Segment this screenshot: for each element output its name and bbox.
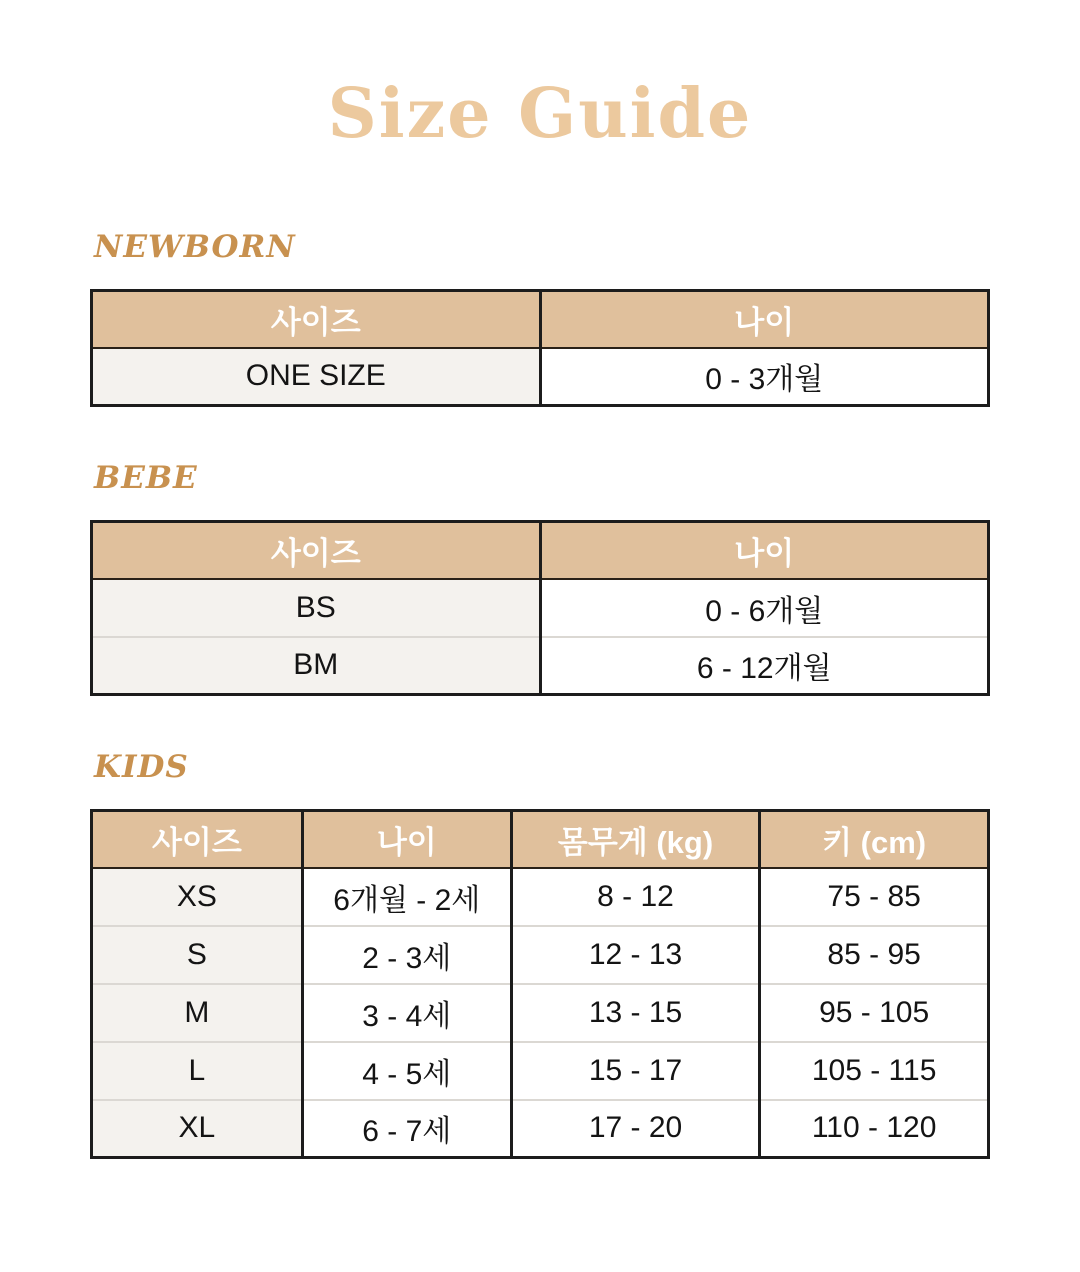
column-header-size: 사이즈 (92, 811, 303, 868)
table-cell-size: M (92, 984, 303, 1042)
table-cell-size: L (92, 1042, 303, 1100)
table-row (92, 348, 989, 406)
column-header-size: 사이즈 (92, 291, 541, 348)
table-cell-size: S (92, 926, 303, 984)
column-header-size: 사이즈 (92, 522, 541, 579)
table-cell-size: XS (92, 868, 303, 926)
table-cell-height: 110 - 120 (760, 1100, 989, 1158)
table-row (92, 637, 989, 695)
column-header-age: 나이 (540, 291, 989, 348)
table-cell-size: XL (92, 1100, 303, 1158)
table-header-row (92, 522, 989, 579)
table-row (92, 868, 989, 926)
table-row (92, 984, 989, 1042)
table-cell-age: 6 - 12개월 (540, 637, 989, 695)
column-header-age: 나이 (302, 811, 511, 868)
table-row (92, 926, 989, 984)
table-cell-age: 2 - 3세 (302, 926, 511, 984)
table-cell-weight: 8 - 12 (511, 868, 759, 926)
table-cell-height: 95 - 105 (760, 984, 989, 1042)
table-cell-height: 105 - 115 (760, 1042, 989, 1100)
table-cell-size: BS (92, 579, 541, 637)
table-cell-age: 6개월 - 2세 (302, 868, 511, 926)
table-row (92, 1042, 989, 1100)
table-cell-size: ONE SIZE (92, 348, 541, 406)
table-cell-weight: 12 - 13 (511, 926, 759, 984)
table-row (92, 1100, 989, 1158)
kids-size-table (90, 809, 990, 1159)
table-cell-weight: 13 - 15 (511, 984, 759, 1042)
table-cell-age: 3 - 4세 (302, 984, 511, 1042)
table-cell-age: 0 - 6개월 (540, 579, 989, 637)
column-header-age: 나이 (540, 522, 989, 579)
table-cell-weight: 15 - 17 (511, 1042, 759, 1100)
column-header-height: 키 (cm) (760, 811, 989, 868)
page-title: Size Guide (327, 74, 753, 154)
column-header-weight: 몸무게 (kg) (511, 811, 759, 868)
table-cell-size: BM (92, 637, 541, 695)
table-cell-age: 0 - 3개월 (540, 348, 989, 406)
table-cell-height: 85 - 95 (760, 926, 989, 984)
table-cell-weight: 17 - 20 (511, 1100, 759, 1158)
section-heading-bebe: BEBE (94, 460, 198, 496)
table-cell-height: 75 - 85 (760, 868, 989, 926)
table-row (92, 579, 989, 637)
table-cell-age: 6 - 7세 (302, 1100, 511, 1158)
section-heading-newborn: NEWBORN (94, 229, 296, 265)
section-heading-kids: KIDS (94, 749, 189, 785)
newborn-size-table (90, 289, 990, 407)
table-header-row (92, 811, 989, 868)
table-header-row (92, 291, 989, 348)
bebe-size-table (90, 520, 990, 696)
table-cell-age: 4 - 5세 (302, 1042, 511, 1100)
